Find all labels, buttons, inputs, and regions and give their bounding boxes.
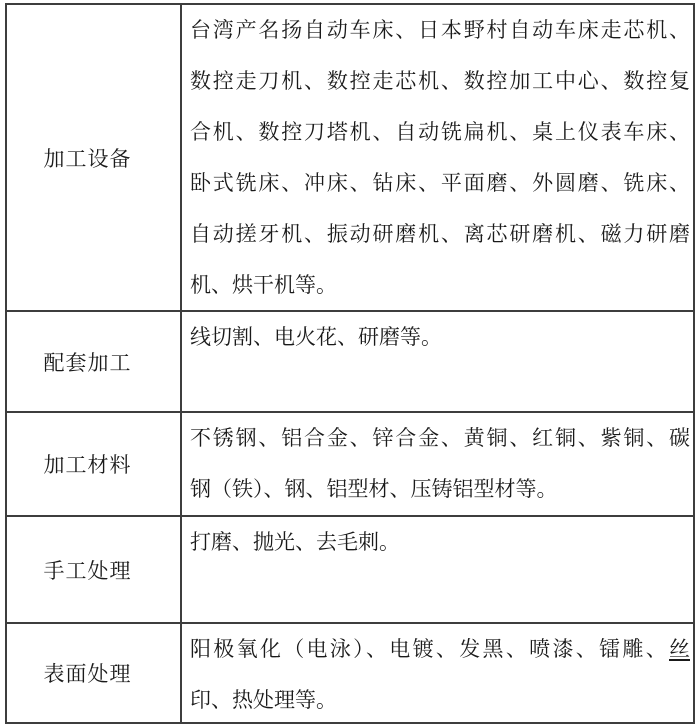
cell-line: 不锈钢、铝合金、锌合金、黄铜、红铜、紫铜、碳 [190,426,690,450]
row-label: 配套加工 [43,350,132,375]
label-cell-supporting-processing [7,310,180,411]
cell-line: 自动搓牙机、振动研磨机、离芯研磨机、磁力研磨 [190,222,690,246]
label-cell-processing-equipment [7,5,180,310]
row-label: 手工处理 [43,558,132,583]
cell-line: 数控走刀机、数控走芯机、数控加工中心、数控复 [190,69,690,93]
row-label: 加工材料 [43,453,132,477]
content-cell-surface-treatment [180,622,693,722]
cell-line: 台湾产名扬自动车床、日本野村自动车床走芯机、 [190,18,690,42]
label-cell-manual-processing [7,515,180,622]
processing-spec-table [5,3,695,724]
content-cell-supporting-processing [180,310,693,411]
cell-line: 打磨、抛光、去毛刺。 [190,530,400,554]
cell-line: 机、烘干机等。 [190,273,337,297]
content-cell-processing-equipment [180,5,693,310]
content-cell-processing-materials [180,411,693,515]
cell-line: 合机、数控刀塔机、自动铣扁机、桌上仪表车床、 [190,120,690,144]
underlined-text: 丝 [669,637,690,661]
cell-line: 线切割、电火花、研磨等。 [190,325,442,349]
label-cell-surface-treatment [7,622,180,722]
cell-line: 卧式铣床、冲床、钻床、平面磨、外圆磨、铣床、 [190,171,690,195]
row-label: 加工设备 [43,146,132,171]
cell-line-text: 阳极氧化（电泳）、电镀、发黑、喷漆、镭雕、 [190,637,669,661]
cell-line: 印、热处理等。 [190,688,337,712]
cell-line: 钢（铁）、钢、铝型材、压铸铝型材等。 [190,477,558,501]
cell-line [190,624,690,675]
label-cell-processing-materials [7,411,180,515]
content-cell-manual-processing [180,515,693,622]
row-label: 表面处理 [43,662,132,686]
